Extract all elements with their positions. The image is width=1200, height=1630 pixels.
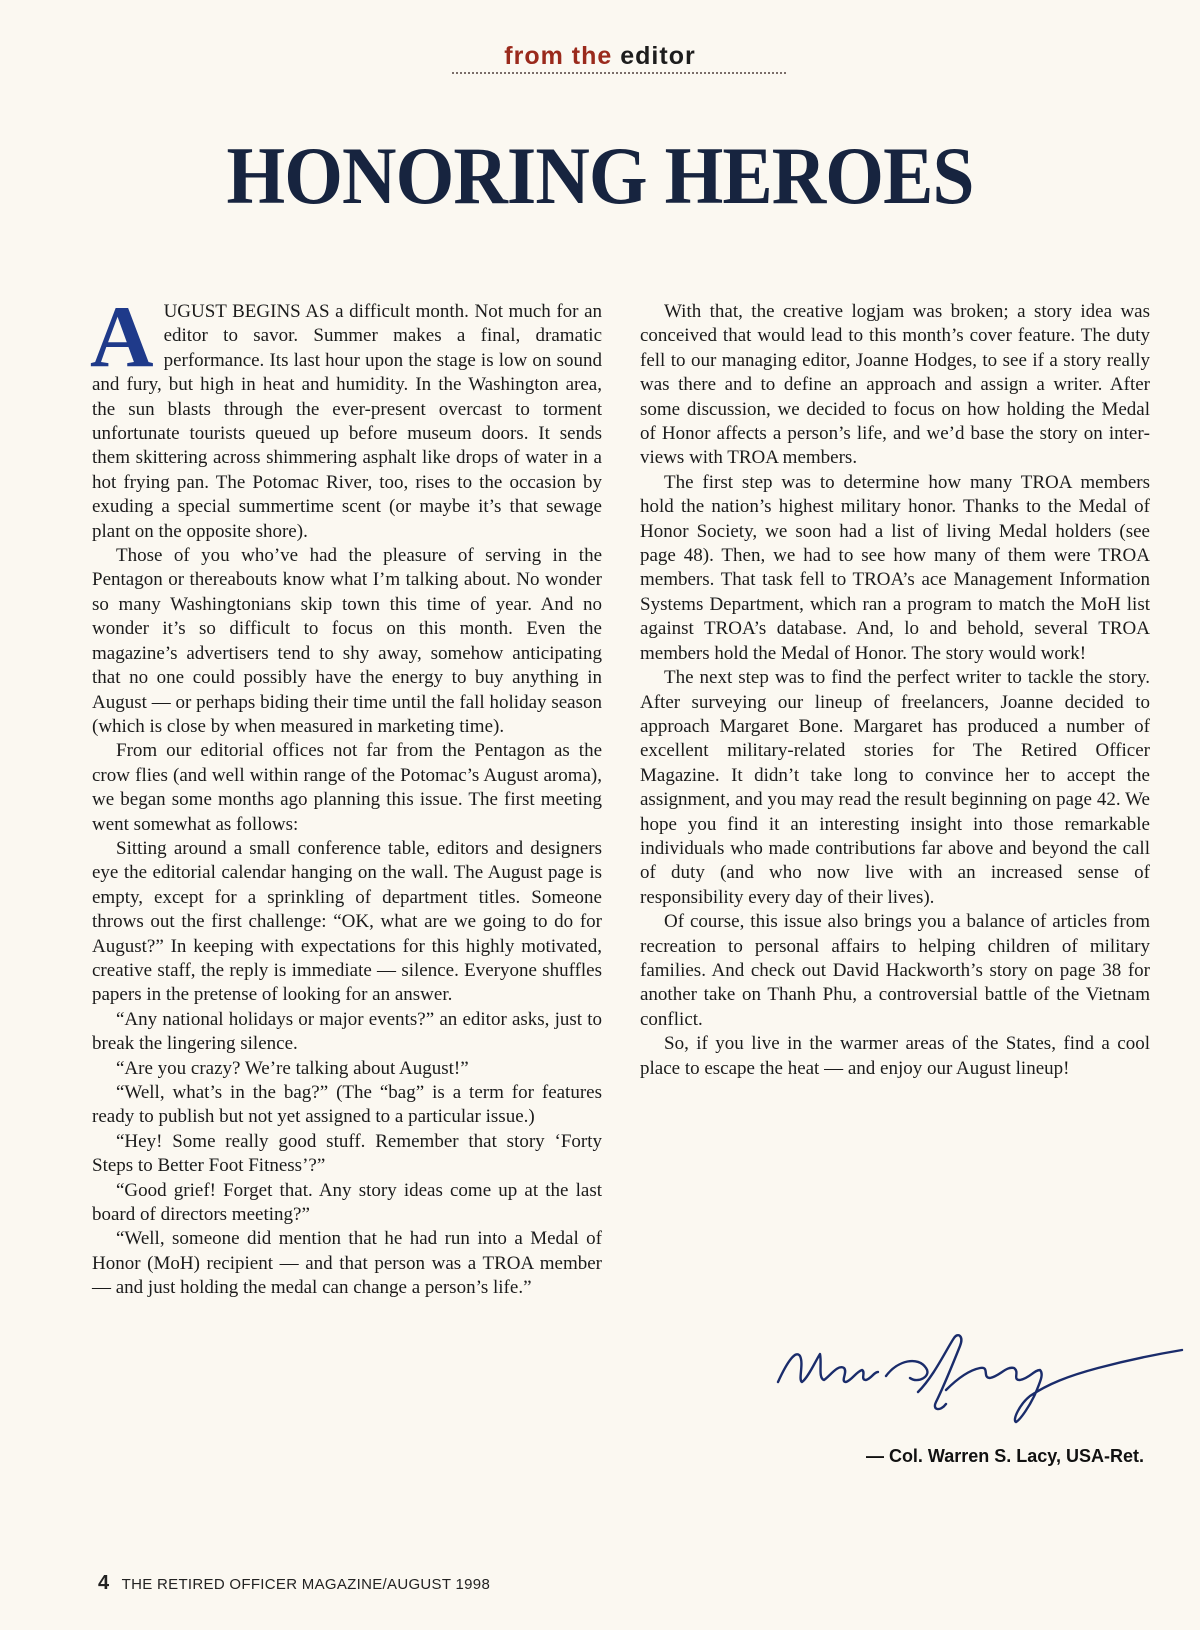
paragraph: “Any national holidays or major events?” an editor asks, just to break the lingering silence. (92, 1008, 602, 1055)
page-footer (98, 1572, 490, 1595)
paragraph: The next step was to find the perfect writer to tackle the story. After surveying our lineup of freelancers, Joanne decided to approach Margaret Bone. Margaret has produced a number of excellent military-related stories for The Retired Officer Magazine. It didn’t take long to convince her to accept the assignment, and you may read the result beginning on page 42. We hope you find it an interesting insight into those remarkable individuals who made contributions far above and beyond the call of duty (and who now live with an increased sense of responsibility every day of their lives). (640, 667, 1150, 908)
paragraph: Of course, this issue also brings you a balance of articles from recreation to personal affairs to helping children of military families. And check out David Hackworth’s story on page 38 for another take on Thanh Phu, a controversial battle of the Vietnam conflict. (640, 911, 1150, 1030)
right-column (640, 300, 1150, 1081)
section-label-editor: editor (620, 42, 696, 70)
paragraph: “Hey! Some really good stuff. Remember that story ‘Forty Steps to Better Foot Fitness’?” (92, 1130, 602, 1177)
section-label-from: from the (504, 42, 613, 70)
paragraph (90, 289, 602, 544)
drop-cap: A (90, 289, 154, 386)
paragraph: From our editorial offices not far from the Pentagon as the crow flies (and well within range of the Potomac’s August aroma), we began some months ago planning this issue. The first meeting went somewhat as follows: (92, 740, 602, 835)
paragraph: With that, the creative logjam was broken; a story idea was conceived that would lead to this month’s cover feature. The duty fell to our managing editor, Joanne Hodges, to see if a story really was there and to define an approach and assign a writer. After some discussion, we decided to focus on how holding the Medal of Honor affects a person’s life, and we’d base the story on interviews with TROA members. (640, 301, 1150, 469)
page-number: 4 (98, 1572, 110, 1594)
author-signoff: — Col. Warren S. Lacy, USA-Ret. (865, 1446, 1144, 1466)
paragraph: “Good grief! Forget that. Any story ideas come up at the last board of directors meeting?” (92, 1179, 602, 1226)
paragraph: “Are you crazy? We’re talking about August!” (116, 1057, 469, 1079)
section-divider (452, 72, 786, 74)
paragraph: Sitting around a small conference table, editors and designers eye the editorial calendar hanging on the wall. The August page is empty, except for a sprinkling of department titles. Someone throws out the first challenge: “OK, what are we going to do for August?” In keeping with expectations for this highly motivated, creative staff, the reply is immediate — silence. Everyone shuffles papers in the pretense of looking for an answer. (92, 837, 602, 1006)
paragraph: Those of you who’ve had the pleasure of serving in the Pentagon or thereabouts know what I’m talking about. No wonder so many Washingtonians skip town this time of year. And no wonder it’s so difficult to focus on this month. Even the magazine’s advertisers tend to shy away, somehow anticipating that no one could possibly have the energy to buy anything in August — or perhaps biding their time until the fall holiday season (which is close by when measured in marketing time). (92, 545, 602, 737)
paragraph-text: UGUST BEGINS AS a difficult month. Not much for an editor to savor. Summer makes a final, dramatic performance. Its last hour upon the stage is low on sound and fury, but high in heat and humidity. In the Washington area, the sun blasts through the ever-present overcast to torment unfortunate tourists queued up before museum doors. It sends them skittering across shimmering asphalt like drops of water in a hot frying pan. The Potomac River, too, rises to the occasion by exuding a special summertime scent (or maybe it’s that sewage plant on the opposite shore). (92, 301, 602, 542)
paragraph: “Well, what’s in the bag?” (The “bag” is a term for features ready to publish but not yet assigned to a particular issue.) (92, 1082, 602, 1128)
paragraph: So, if you live in the warmer areas of the States, find a cool place to escape the heat — and enjoy our August lineup! (640, 1033, 1150, 1079)
publication-line: THE RETIRED OFFICER MAGAZINE/AUGUST 1998 (121, 1576, 491, 1593)
headline: HONORING HEROES (226, 130, 974, 221)
paragraph: The first step was to determine how many TROA members hold the nation’s highest military honor. Thanks to the Medal of Honor Society, we soon had a list of living Medal holders (see page 48). Then, we had to see how many of them were TROA members. That task fell to TROA’s ace Management Information Systems Department, which ran a program to match the MoH list against TROA’s database. And, lo and behold, several TROA members hold the Medal of Honor. The story would work! (640, 471, 1150, 664)
handwritten-signature (768, 1320, 1188, 1440)
left-column (90, 289, 602, 1301)
section-label (0, 42, 1200, 71)
paragraph: “Well, someone did mention that he had run into a Medal of Honor (MoH) recipient — and that person was a TROA member — and just holding the medal can change a person’s life.” (92, 1228, 602, 1299)
